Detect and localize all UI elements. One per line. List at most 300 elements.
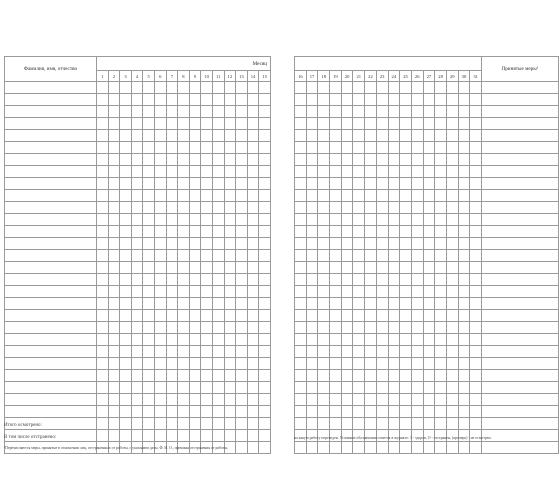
entry-cell[interactable]	[295, 154, 307, 166]
entry-cell[interactable]	[131, 214, 143, 226]
entry-cell[interactable]	[446, 310, 458, 322]
entry-cell[interactable]	[318, 226, 330, 238]
entry-cell[interactable]	[470, 394, 482, 406]
entry-cell[interactable]	[178, 310, 190, 322]
entry-cell[interactable]	[341, 286, 353, 298]
entry-cell[interactable]	[365, 322, 377, 334]
entry-cell[interactable]	[400, 418, 412, 430]
entry-cell[interactable]	[446, 262, 458, 274]
entry-cell[interactable]	[423, 286, 435, 298]
entry-cell[interactable]	[201, 130, 213, 142]
entry-cell[interactable]	[108, 310, 120, 322]
entry-cell[interactable]	[259, 226, 271, 238]
entry-cell[interactable]	[411, 238, 423, 250]
entry-cell[interactable]	[224, 430, 236, 442]
entry-cell[interactable]	[131, 226, 143, 238]
entry-cell[interactable]	[166, 250, 178, 262]
entry-cell[interactable]	[318, 166, 330, 178]
entry-cell[interactable]	[166, 346, 178, 358]
entry-cell[interactable]	[365, 250, 377, 262]
entry-cell[interactable]	[97, 250, 109, 262]
entry-cell[interactable]	[143, 298, 155, 310]
entry-cell[interactable]	[143, 322, 155, 334]
entry-cell[interactable]	[97, 226, 109, 238]
entry-cell[interactable]	[400, 106, 412, 118]
entry-cell[interactable]	[259, 130, 271, 142]
entry-cell[interactable]	[388, 358, 400, 370]
entry-cell[interactable]	[318, 82, 330, 94]
entry-cell[interactable]	[189, 334, 201, 346]
entry-cell[interactable]	[120, 106, 132, 118]
entry-cell[interactable]	[365, 130, 377, 142]
entry-cell[interactable]	[178, 166, 190, 178]
entry-cell[interactable]	[189, 94, 201, 106]
entry-cell[interactable]	[411, 202, 423, 214]
entry-cell[interactable]	[435, 346, 447, 358]
entry-cell[interactable]	[97, 262, 109, 274]
entry-cell[interactable]	[154, 82, 166, 94]
entry-cell[interactable]	[330, 154, 342, 166]
entry-cell[interactable]	[365, 154, 377, 166]
entry-cell[interactable]	[224, 214, 236, 226]
entry-cell[interactable]	[295, 214, 307, 226]
entry-cell[interactable]	[247, 334, 259, 346]
entry-cell[interactable]	[482, 418, 559, 430]
entry-cell[interactable]	[5, 130, 97, 142]
entry-cell[interactable]	[236, 130, 248, 142]
entry-cell[interactable]	[411, 118, 423, 130]
entry-cell[interactable]	[120, 118, 132, 130]
entry-cell[interactable]	[236, 94, 248, 106]
entry-cell[interactable]	[131, 178, 143, 190]
entry-cell[interactable]	[120, 394, 132, 406]
entry-cell[interactable]	[318, 286, 330, 298]
entry-cell[interactable]	[388, 442, 400, 454]
entry-cell[interactable]	[388, 262, 400, 274]
entry-cell[interactable]	[423, 370, 435, 382]
entry-cell[interactable]	[353, 298, 365, 310]
entry-cell[interactable]	[400, 190, 412, 202]
entry-cell[interactable]	[435, 178, 447, 190]
entry-cell[interactable]	[330, 238, 342, 250]
entry-cell[interactable]	[189, 238, 201, 250]
entry-cell[interactable]	[131, 394, 143, 406]
entry-cell[interactable]	[458, 286, 470, 298]
entry-cell[interactable]	[5, 346, 97, 358]
entry-cell[interactable]	[131, 250, 143, 262]
entry-cell[interactable]	[259, 262, 271, 274]
entry-cell[interactable]	[143, 262, 155, 274]
entry-cell[interactable]	[120, 406, 132, 418]
entry-cell[interactable]	[120, 82, 132, 94]
entry-cell[interactable]	[189, 178, 201, 190]
entry-cell[interactable]	[470, 106, 482, 118]
entry-cell[interactable]	[306, 154, 318, 166]
entry-cell[interactable]	[201, 202, 213, 214]
entry-cell[interactable]	[306, 178, 318, 190]
entry-cell[interactable]	[446, 106, 458, 118]
entry-cell[interactable]	[201, 166, 213, 178]
entry-cell[interactable]	[400, 214, 412, 226]
entry-cell[interactable]	[330, 94, 342, 106]
entry-cell[interactable]	[330, 298, 342, 310]
entry-cell[interactable]	[5, 382, 97, 394]
entry-cell[interactable]	[353, 322, 365, 334]
entry-cell[interactable]	[236, 202, 248, 214]
entry-cell[interactable]	[306, 106, 318, 118]
entry-cell[interactable]	[236, 190, 248, 202]
entry-cell[interactable]	[365, 298, 377, 310]
entry-cell[interactable]	[166, 190, 178, 202]
entry-cell[interactable]	[330, 370, 342, 382]
entry-cell[interactable]	[201, 346, 213, 358]
entry-cell[interactable]	[400, 94, 412, 106]
entry-cell[interactable]	[5, 190, 97, 202]
entry-cell[interactable]	[400, 286, 412, 298]
entry-cell[interactable]	[247, 190, 259, 202]
entry-cell[interactable]	[388, 370, 400, 382]
entry-cell[interactable]	[376, 274, 388, 286]
entry-cell[interactable]	[423, 250, 435, 262]
entry-cell[interactable]	[423, 346, 435, 358]
entry-cell[interactable]	[435, 142, 447, 154]
entry-cell[interactable]	[143, 214, 155, 226]
entry-cell[interactable]	[470, 442, 482, 454]
entry-cell[interactable]	[5, 274, 97, 286]
entry-cell[interactable]	[388, 154, 400, 166]
entry-cell[interactable]	[259, 310, 271, 322]
entry-cell[interactable]	[212, 286, 224, 298]
entry-cell[interactable]	[446, 286, 458, 298]
entry-cell[interactable]	[341, 274, 353, 286]
entry-cell[interactable]	[108, 226, 120, 238]
entry-cell[interactable]	[341, 310, 353, 322]
entry-cell[interactable]	[446, 406, 458, 418]
entry-cell[interactable]	[411, 334, 423, 346]
entry-cell[interactable]	[458, 238, 470, 250]
entry-cell[interactable]	[306, 262, 318, 274]
entry-cell[interactable]	[470, 382, 482, 394]
entry-cell[interactable]	[341, 406, 353, 418]
entry-cell[interactable]	[482, 202, 559, 214]
entry-cell[interactable]	[97, 430, 109, 442]
entry-cell[interactable]	[212, 370, 224, 382]
entry-cell[interactable]	[435, 370, 447, 382]
entry-cell[interactable]	[97, 142, 109, 154]
entry-cell[interactable]	[341, 130, 353, 142]
entry-cell[interactable]	[295, 406, 307, 418]
entry-cell[interactable]	[295, 370, 307, 382]
entry-cell[interactable]	[400, 310, 412, 322]
entry-cell[interactable]	[108, 250, 120, 262]
entry-cell[interactable]	[5, 238, 97, 250]
entry-cell[interactable]	[388, 142, 400, 154]
entry-cell[interactable]	[376, 406, 388, 418]
entry-cell[interactable]	[458, 106, 470, 118]
entry-cell[interactable]	[458, 82, 470, 94]
entry-cell[interactable]	[166, 154, 178, 166]
entry-cell[interactable]	[5, 94, 97, 106]
entry-cell[interactable]	[212, 142, 224, 154]
entry-cell[interactable]	[5, 286, 97, 298]
entry-cell[interactable]	[470, 166, 482, 178]
entry-cell[interactable]	[120, 178, 132, 190]
entry-cell[interactable]	[120, 334, 132, 346]
entry-cell[interactable]	[458, 118, 470, 130]
entry-cell[interactable]	[435, 202, 447, 214]
entry-cell[interactable]	[224, 178, 236, 190]
entry-cell[interactable]	[5, 262, 97, 274]
entry-cell[interactable]	[178, 118, 190, 130]
entry-cell[interactable]	[108, 106, 120, 118]
entry-cell[interactable]	[423, 118, 435, 130]
entry-cell[interactable]	[470, 286, 482, 298]
entry-cell[interactable]	[224, 346, 236, 358]
entry-cell[interactable]	[306, 226, 318, 238]
entry-cell[interactable]	[108, 154, 120, 166]
entry-cell[interactable]	[166, 406, 178, 418]
entry-cell[interactable]	[306, 202, 318, 214]
entry-cell[interactable]	[247, 226, 259, 238]
entry-cell[interactable]	[224, 394, 236, 406]
entry-cell[interactable]	[201, 262, 213, 274]
entry-cell[interactable]	[318, 310, 330, 322]
entry-cell[interactable]	[376, 190, 388, 202]
entry-cell[interactable]	[236, 106, 248, 118]
entry-cell[interactable]	[295, 190, 307, 202]
entry-cell[interactable]	[341, 154, 353, 166]
entry-cell[interactable]	[411, 82, 423, 94]
entry-cell[interactable]	[178, 322, 190, 334]
entry-cell[interactable]	[295, 322, 307, 334]
entry-cell[interactable]	[365, 166, 377, 178]
entry-cell[interactable]	[318, 358, 330, 370]
entry-cell[interactable]	[108, 274, 120, 286]
entry-cell[interactable]	[365, 118, 377, 130]
entry-cell[interactable]	[178, 406, 190, 418]
entry-cell[interactable]	[423, 322, 435, 334]
entry-cell[interactable]	[189, 382, 201, 394]
entry-cell[interactable]	[143, 358, 155, 370]
entry-cell[interactable]	[388, 190, 400, 202]
entry-cell[interactable]	[458, 298, 470, 310]
entry-cell[interactable]	[435, 358, 447, 370]
entry-cell[interactable]	[212, 214, 224, 226]
entry-cell[interactable]	[306, 322, 318, 334]
entry-cell[interactable]	[318, 106, 330, 118]
entry-cell[interactable]	[143, 202, 155, 214]
entry-cell[interactable]	[330, 178, 342, 190]
entry-cell[interactable]	[212, 94, 224, 106]
entry-cell[interactable]	[143, 190, 155, 202]
entry-cell[interactable]	[212, 358, 224, 370]
entry-cell[interactable]	[423, 106, 435, 118]
entry-cell[interactable]	[247, 382, 259, 394]
entry-cell[interactable]	[446, 94, 458, 106]
entry-cell[interactable]	[143, 226, 155, 238]
entry-cell[interactable]	[330, 250, 342, 262]
entry-cell[interactable]	[388, 238, 400, 250]
entry-cell[interactable]	[365, 370, 377, 382]
entry-cell[interactable]	[224, 358, 236, 370]
entry-cell[interactable]	[330, 418, 342, 430]
entry-cell[interactable]	[5, 214, 97, 226]
entry-cell[interactable]	[120, 142, 132, 154]
entry-cell[interactable]	[224, 286, 236, 298]
entry-cell[interactable]	[97, 382, 109, 394]
entry-cell[interactable]	[458, 322, 470, 334]
entry-cell[interactable]	[376, 298, 388, 310]
entry-cell[interactable]	[411, 262, 423, 274]
entry-cell[interactable]	[5, 298, 97, 310]
entry-cell[interactable]	[341, 442, 353, 454]
entry-cell[interactable]	[330, 130, 342, 142]
entry-cell[interactable]	[365, 286, 377, 298]
entry-cell[interactable]	[201, 298, 213, 310]
entry-cell[interactable]	[365, 442, 377, 454]
entry-cell[interactable]	[400, 226, 412, 238]
entry-cell[interactable]	[400, 202, 412, 214]
entry-cell[interactable]	[400, 154, 412, 166]
entry-cell[interactable]	[388, 130, 400, 142]
entry-cell[interactable]	[295, 382, 307, 394]
entry-cell[interactable]	[423, 382, 435, 394]
entry-cell[interactable]	[411, 370, 423, 382]
entry-cell[interactable]	[470, 262, 482, 274]
entry-cell[interactable]	[400, 274, 412, 286]
entry-cell[interactable]	[353, 418, 365, 430]
entry-cell[interactable]	[423, 394, 435, 406]
entry-cell[interactable]	[212, 130, 224, 142]
entry-cell[interactable]	[295, 118, 307, 130]
entry-cell[interactable]	[295, 226, 307, 238]
entry-cell[interactable]	[224, 142, 236, 154]
entry-cell[interactable]	[400, 346, 412, 358]
entry-cell[interactable]	[446, 118, 458, 130]
entry-cell[interactable]	[259, 214, 271, 226]
entry-cell[interactable]	[318, 154, 330, 166]
entry-cell[interactable]	[411, 94, 423, 106]
entry-cell[interactable]	[247, 250, 259, 262]
entry-cell[interactable]	[259, 178, 271, 190]
entry-cell[interactable]	[5, 334, 97, 346]
entry-cell[interactable]	[166, 370, 178, 382]
entry-cell[interactable]	[259, 370, 271, 382]
entry-cell[interactable]	[224, 166, 236, 178]
entry-cell[interactable]	[411, 406, 423, 418]
entry-cell[interactable]	[166, 274, 178, 286]
entry-cell[interactable]	[295, 358, 307, 370]
entry-cell[interactable]	[236, 322, 248, 334]
entry-cell[interactable]	[166, 166, 178, 178]
entry-cell[interactable]	[189, 166, 201, 178]
entry-cell[interactable]	[295, 130, 307, 142]
entry-cell[interactable]	[341, 106, 353, 118]
entry-cell[interactable]	[189, 394, 201, 406]
entry-cell[interactable]	[247, 442, 259, 454]
entry-cell[interactable]	[435, 382, 447, 394]
entry-cell[interactable]	[423, 130, 435, 142]
entry-cell[interactable]	[189, 226, 201, 238]
entry-cell[interactable]	[446, 202, 458, 214]
entry-cell[interactable]	[131, 430, 143, 442]
entry-cell[interactable]	[446, 358, 458, 370]
entry-cell[interactable]	[154, 298, 166, 310]
entry-cell[interactable]	[259, 442, 271, 454]
entry-cell[interactable]	[201, 430, 213, 442]
entry-cell[interactable]	[423, 178, 435, 190]
entry-cell[interactable]	[259, 382, 271, 394]
entry-cell[interactable]	[482, 370, 559, 382]
entry-cell[interactable]	[166, 202, 178, 214]
entry-cell[interactable]	[458, 250, 470, 262]
entry-cell[interactable]	[400, 370, 412, 382]
entry-cell[interactable]	[306, 334, 318, 346]
entry-cell[interactable]	[120, 262, 132, 274]
entry-cell[interactable]	[259, 94, 271, 106]
entry-cell[interactable]	[236, 118, 248, 130]
entry-cell[interactable]	[120, 250, 132, 262]
entry-cell[interactable]	[236, 82, 248, 94]
entry-cell[interactable]	[295, 310, 307, 322]
entry-cell[interactable]	[341, 142, 353, 154]
entry-cell[interactable]	[365, 310, 377, 322]
entry-cell[interactable]	[143, 250, 155, 262]
entry-cell[interactable]	[458, 418, 470, 430]
entry-cell[interactable]	[178, 370, 190, 382]
entry-cell[interactable]	[212, 202, 224, 214]
entry-cell[interactable]	[97, 238, 109, 250]
entry-cell[interactable]	[259, 106, 271, 118]
entry-cell[interactable]	[330, 358, 342, 370]
entry-cell[interactable]	[411, 274, 423, 286]
entry-cell[interactable]	[330, 310, 342, 322]
entry-cell[interactable]	[482, 430, 559, 442]
entry-cell[interactable]	[446, 334, 458, 346]
entry-cell[interactable]	[236, 442, 248, 454]
entry-cell[interactable]	[154, 118, 166, 130]
entry-cell[interactable]	[470, 238, 482, 250]
entry-cell[interactable]	[482, 226, 559, 238]
entry-cell[interactable]	[470, 274, 482, 286]
entry-cell[interactable]	[154, 418, 166, 430]
entry-cell[interactable]	[376, 334, 388, 346]
entry-cell[interactable]	[154, 262, 166, 274]
entry-cell[interactable]	[131, 310, 143, 322]
entry-cell[interactable]	[306, 94, 318, 106]
entry-cell[interactable]	[306, 394, 318, 406]
entry-cell[interactable]	[178, 130, 190, 142]
entry-cell[interactable]	[212, 322, 224, 334]
entry-cell[interactable]	[178, 418, 190, 430]
entry-cell[interactable]	[5, 82, 97, 94]
entry-cell[interactable]	[435, 334, 447, 346]
entry-cell[interactable]	[435, 298, 447, 310]
entry-cell[interactable]	[259, 334, 271, 346]
entry-cell[interactable]	[236, 214, 248, 226]
entry-cell[interactable]	[131, 406, 143, 418]
entry-cell[interactable]	[131, 274, 143, 286]
entry-cell[interactable]	[458, 334, 470, 346]
entry-cell[interactable]	[423, 166, 435, 178]
entry-cell[interactable]	[259, 250, 271, 262]
entry-cell[interactable]	[306, 310, 318, 322]
entry-cell[interactable]	[388, 394, 400, 406]
entry-cell[interactable]	[154, 238, 166, 250]
entry-cell[interactable]	[120, 274, 132, 286]
entry-cell[interactable]	[178, 226, 190, 238]
entry-cell[interactable]	[306, 442, 318, 454]
